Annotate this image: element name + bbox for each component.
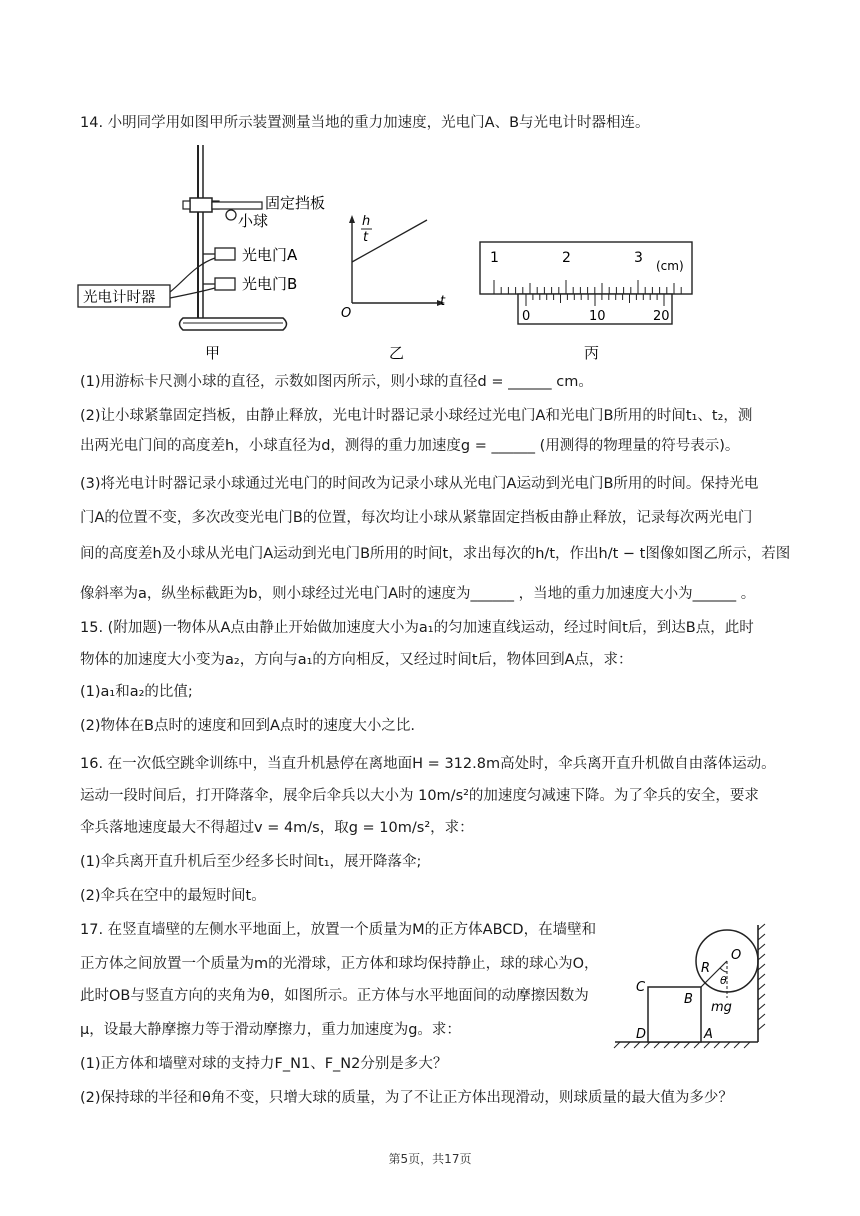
q16-line4: (1)伞兵离开直升机后至少经多长时间t₁，展开降落伞; bbox=[80, 854, 422, 870]
label-fixed-plate: 固定挡板 bbox=[265, 194, 326, 212]
q17-label-theta: θ bbox=[720, 974, 727, 987]
yi-ylabel-den: t bbox=[363, 230, 369, 245]
caliper-main-3: 3 bbox=[634, 250, 643, 266]
figure-jia-apparatus bbox=[75, 140, 350, 365]
q16-line2: 运动一段时间后，打开降落伞，展伞后伞兵以大小为 10m/s²的加速度匀减速下降。为了伞兵的安全，要求 bbox=[80, 788, 759, 804]
figure-bing-caliper bbox=[478, 238, 698, 365]
q17-label-C: C bbox=[636, 980, 646, 995]
q17-label-O: O bbox=[731, 948, 742, 963]
label-gate-b: 光电门B bbox=[242, 275, 298, 293]
caption-yi: 乙 bbox=[389, 344, 405, 362]
caliper-unit: (cm) bbox=[656, 259, 684, 273]
q15-line3: (1)a₁和a₂的比值; bbox=[80, 684, 193, 700]
page-footer: 第5页，共17页 bbox=[388, 1152, 472, 1166]
caliper-main-2: 2 bbox=[562, 250, 571, 266]
q15-line4: (2)物体在B点时的速度和回到A点时的速度大小之比. bbox=[80, 718, 416, 734]
q14-p1: (1)用游标卡尺测小球的直径，示数如图丙所示，则小球的直径d = ______ cm。 bbox=[80, 374, 593, 390]
q15-line2: 物体的加速度大小变为a₂，方向与a₁的方向相反，又经过时间t后，物体回到A点，求： bbox=[80, 652, 633, 668]
caption-jia: 甲 bbox=[205, 344, 221, 362]
q17-line4: μ，设最大静摩擦力等于滑动摩擦力，重力加速度为g。求： bbox=[80, 1022, 461, 1038]
q14-p3b: 门A的位置不变，多次改变光电门B的位置，每次均让小球从紧靠固定挡板由静止释放，记录每次两光电门 bbox=[80, 510, 753, 526]
label-ball: 小球 bbox=[238, 212, 269, 230]
caliper-vern-20: 20 bbox=[653, 309, 670, 324]
figure-yi-graph bbox=[335, 205, 455, 365]
yi-xlabel: t bbox=[440, 294, 446, 309]
q17-label-D: D bbox=[636, 1027, 647, 1042]
caliper-vern-10: 10 bbox=[589, 309, 606, 324]
q16-line3: 伞兵落地速度最大不得超过v = 4m/s，取g = 10m/s²，求： bbox=[80, 820, 474, 836]
label-timer: 光电计时器 bbox=[83, 290, 156, 306]
q16-line1: 16. 在一次低空跳伞训练中，当直升机悬停在离地面H = 312.8m高处时，伞兵离开直升机做自由落体运动。 bbox=[80, 756, 776, 772]
q17-line3: 此时OB与竖直方向的夹角为θ，如图所示。正方体与水平地面间的动摩擦因数为 bbox=[80, 988, 589, 1004]
q14-p3a: (3)将光电计时器记录小球通过光电门的时间改为记录小球从光电门A运动到光电门B所用的时间。保持光电 bbox=[80, 476, 759, 492]
q17-line1: 17. 在竖直墙壁的左侧水平地面上，放置一个质量为M的正方体ABCD，在墙壁和 bbox=[80, 922, 597, 938]
caption-bing: 丙 bbox=[584, 344, 600, 362]
q17-line6: (2)保持球的半径和θ角不变，只增大球的质量，为了不让正方体出现滑动，则球质量的最大值为多少？ bbox=[80, 1090, 733, 1106]
q14-p3c: 间的高度差h及小球从光电门A运动到光电门B所用的时间t，求出每次的h/t，作出h/t − t图像如图乙所示，若图 bbox=[80, 546, 791, 562]
q17-label-mg: mg bbox=[711, 1000, 732, 1015]
figure-q17-ball-block bbox=[610, 920, 775, 1050]
yi-ylabel-num: h bbox=[362, 214, 371, 229]
q16-line5: (2)伞兵在空中的最短时间t。 bbox=[80, 888, 266, 904]
yi-origin: O bbox=[341, 306, 352, 321]
q17-label-R: R bbox=[701, 961, 711, 976]
q17-label-A: A bbox=[704, 1027, 713, 1042]
caliper-vern-0: 0 bbox=[522, 309, 531, 324]
q14-p3d: 像斜率为a，纵坐标截距为b，则小球经过光电门A时的速度为______ ，当地的重力加速度大小为______ 。 bbox=[80, 586, 756, 602]
q14-intro: 14. 小明同学用如图甲所示装置测量当地的重力加速度，光电门A、B与光电计时器相连。 bbox=[80, 115, 650, 131]
q15-line1: 15. (附加题)一物体从A点由静止开始做加速度大小为a₁的匀加速直线运动，经过时间t后，到达B点，此时 bbox=[80, 620, 754, 636]
q17-line2: 正方体之间放置一个质量为m的光滑球，正方体和球均保持静止，球的球心为O， bbox=[80, 956, 599, 972]
label-gate-a: 光电门A bbox=[242, 246, 298, 264]
q17-line5: (1)正方体和墙壁对球的支持力F_N1、F_N2分别是多大？ bbox=[80, 1056, 448, 1072]
q14-p2b: 出两光电门间的高度差h，小球直径为d，测得的重力加速度g = ______ (用测得的物理量的符号表示)。 bbox=[80, 438, 740, 454]
q14-p2a: (2)让小球紧靠固定挡板，由静止释放，光电计时器记录小球经过光电门A和光电门B所用的时间t₁、t₂，测 bbox=[80, 408, 753, 424]
q17-label-B: B bbox=[684, 992, 693, 1007]
caliper-main-1: 1 bbox=[490, 250, 499, 266]
